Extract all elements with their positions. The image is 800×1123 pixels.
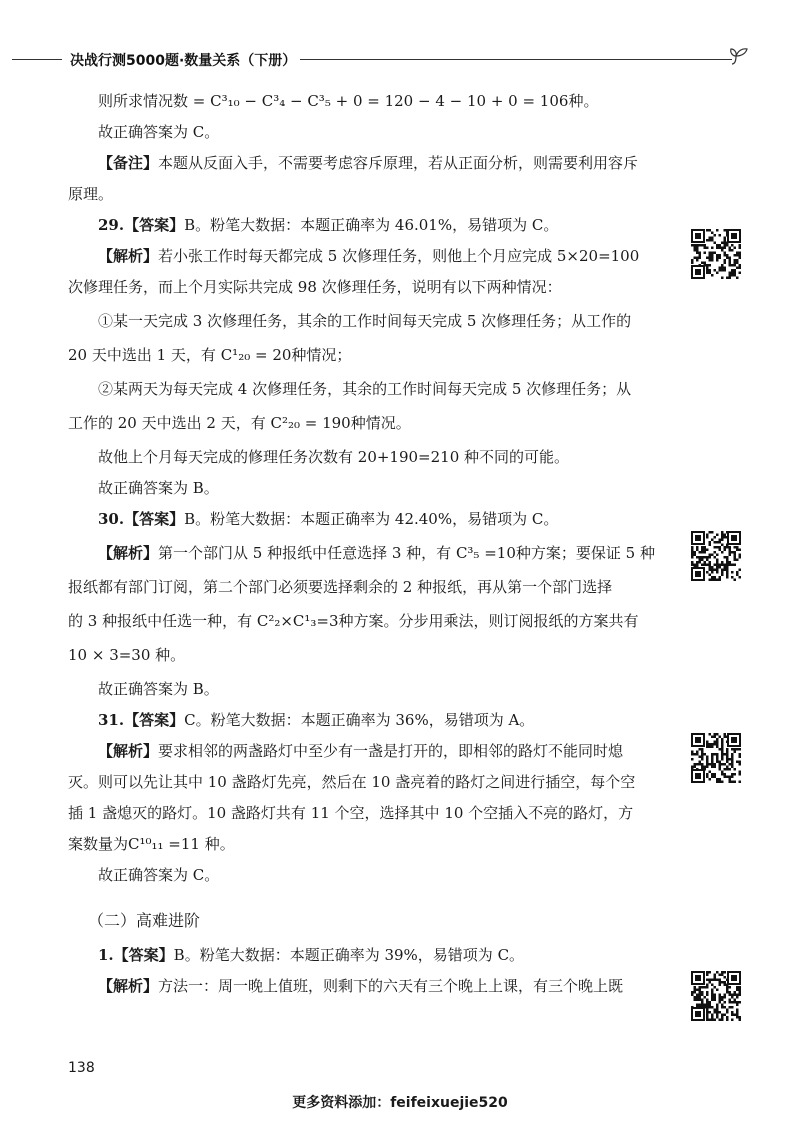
- text-line: 故正确答案为 C。: [98, 866, 220, 884]
- text-line: 灭。则可以先让其中 10 盏路灯先亮，然后在 10 盏亮着的路灯之间进行插空，每个空: [68, 773, 636, 791]
- answer-tag-31: 31.【答案】: [98, 711, 185, 729]
- header-title: 决战行测5000题·数量关系（下册）: [70, 53, 297, 69]
- qr-code-icon[interactable]: [690, 530, 742, 582]
- text-line: B。粉笔大数据：本题正确率为 46.01%，易错项为 C。: [184, 216, 559, 234]
- header-rule-left: [12, 59, 62, 60]
- section-title: （二）高难进阶: [88, 911, 201, 930]
- analysis-29: [68, 245, 668, 268]
- analysis-30: [68, 542, 668, 565]
- sprout-icon: [728, 42, 752, 68]
- text-line: 原理。: [68, 185, 114, 203]
- text-line: B。粉笔大数据：本题正确率为 42.40%，易错项为 C。: [184, 510, 559, 528]
- text-line: 故他上个月每天完成的修理任务次数有 20+190=210 种不同的可能。: [98, 448, 570, 466]
- page-header: [0, 50, 800, 70]
- answer-1: [68, 944, 668, 967]
- text-line: C。粉笔大数据：本题正确率为 36%，易错项为 A。: [184, 711, 535, 729]
- text-line: 若小张工作时每天都完成 5 次修理任务，则他上个月应完成 5×20=100: [158, 247, 640, 265]
- text-line: B。粉笔大数据：本题正确率为 39%，易错项为 C。: [173, 946, 525, 964]
- analysis-tag: 【解析】: [98, 977, 159, 995]
- text-line: 故正确答案为 B。: [98, 680, 219, 698]
- text-line: ①某一天完成 3 次修理任务，其余的工作时间每天完成 5 次修理任务；从工作的: [98, 312, 632, 330]
- footer-note: 更多资料添加：feifeixuejie520: [292, 1095, 508, 1111]
- analysis-tag: 【解析】: [98, 742, 159, 760]
- note-tag: 【备注】: [98, 154, 159, 172]
- header-rule-right: [300, 59, 732, 60]
- page-number: 138: [68, 1060, 95, 1076]
- text-line: 工作的 20 天中选出 2 天，有 C²₂₀ = 190种情况。: [68, 414, 411, 432]
- text-line: 插 1 盏熄灭的路灯。10 盏路灯共有 11 个空，选择其中 10 个空插入不亮的路灯，方: [68, 804, 634, 822]
- answer-30: [68, 508, 668, 531]
- text-line: 则所求情况数 = C³₁₀ − C³₄ − C³₅ + 0 = 120 − 4 − 10 + 0 = 106种。: [98, 92, 599, 110]
- text-line: 10 × 3=30 种。: [68, 646, 186, 664]
- text-line: 20 天中选出 1 天，有 C¹₂₀ = 20种情况；: [68, 346, 352, 364]
- answer-29: [68, 214, 668, 237]
- page-body: [68, 90, 668, 998]
- text-line: 案数量为C¹⁰₁₁ =11 种。: [68, 835, 235, 853]
- answer-tag-29: 29.【答案】: [98, 216, 185, 234]
- analysis-tag: 【解析】: [98, 544, 159, 562]
- text-line: 故正确答案为 B。: [98, 479, 219, 497]
- answer-tag-1: 1.【答案】: [98, 946, 174, 964]
- analysis-31: [68, 740, 668, 763]
- answer-tag-30: 30.【答案】: [98, 510, 185, 528]
- text-line: 本题从反面入手，不需要考虑容斥原理，若从正面分析，则需要利用容斥: [158, 154, 639, 172]
- text-line: 的 3 种报纸中任选一种，有 C²₂×C¹₃=3种方案。分步用乘法，则订阅报纸的方案共有: [68, 612, 639, 630]
- analysis-1: [68, 975, 668, 998]
- note-paragraph: [68, 152, 668, 175]
- text-line: 第一个部门从 5 种报纸中任意选择 3 种，有 C³₅ =10种方案；要保证 5 种: [158, 544, 655, 562]
- text-line: ②某两天为每天完成 4 次修理任务，其余的工作时间每天完成 5 次修理任务；从: [98, 380, 632, 398]
- qr-code-icon[interactable]: [690, 732, 742, 784]
- text-line: 方法一：周一晚上值班，则剩下的六天有三个晚上上课，有三个晚上既: [158, 977, 624, 995]
- qr-code-icon[interactable]: [690, 970, 742, 1022]
- qr-code-icon[interactable]: [690, 228, 742, 280]
- answer-31: [68, 709, 668, 732]
- text-line: 报纸都有部门订阅，第二个部门必须要选择剩余的 2 种报纸，再从第一个部门选择: [68, 578, 613, 596]
- text-line: 要求相邻的两盏路灯中至少有一盏是打开的，即相邻的路灯不能同时熄: [158, 742, 624, 760]
- text-line: 故正确答案为 C。: [98, 123, 220, 141]
- analysis-tag: 【解析】: [98, 247, 159, 265]
- text-line: 次修理任务，而上个月实际共完成 98 次修理任务，说明有以下两种情况：: [68, 278, 562, 296]
